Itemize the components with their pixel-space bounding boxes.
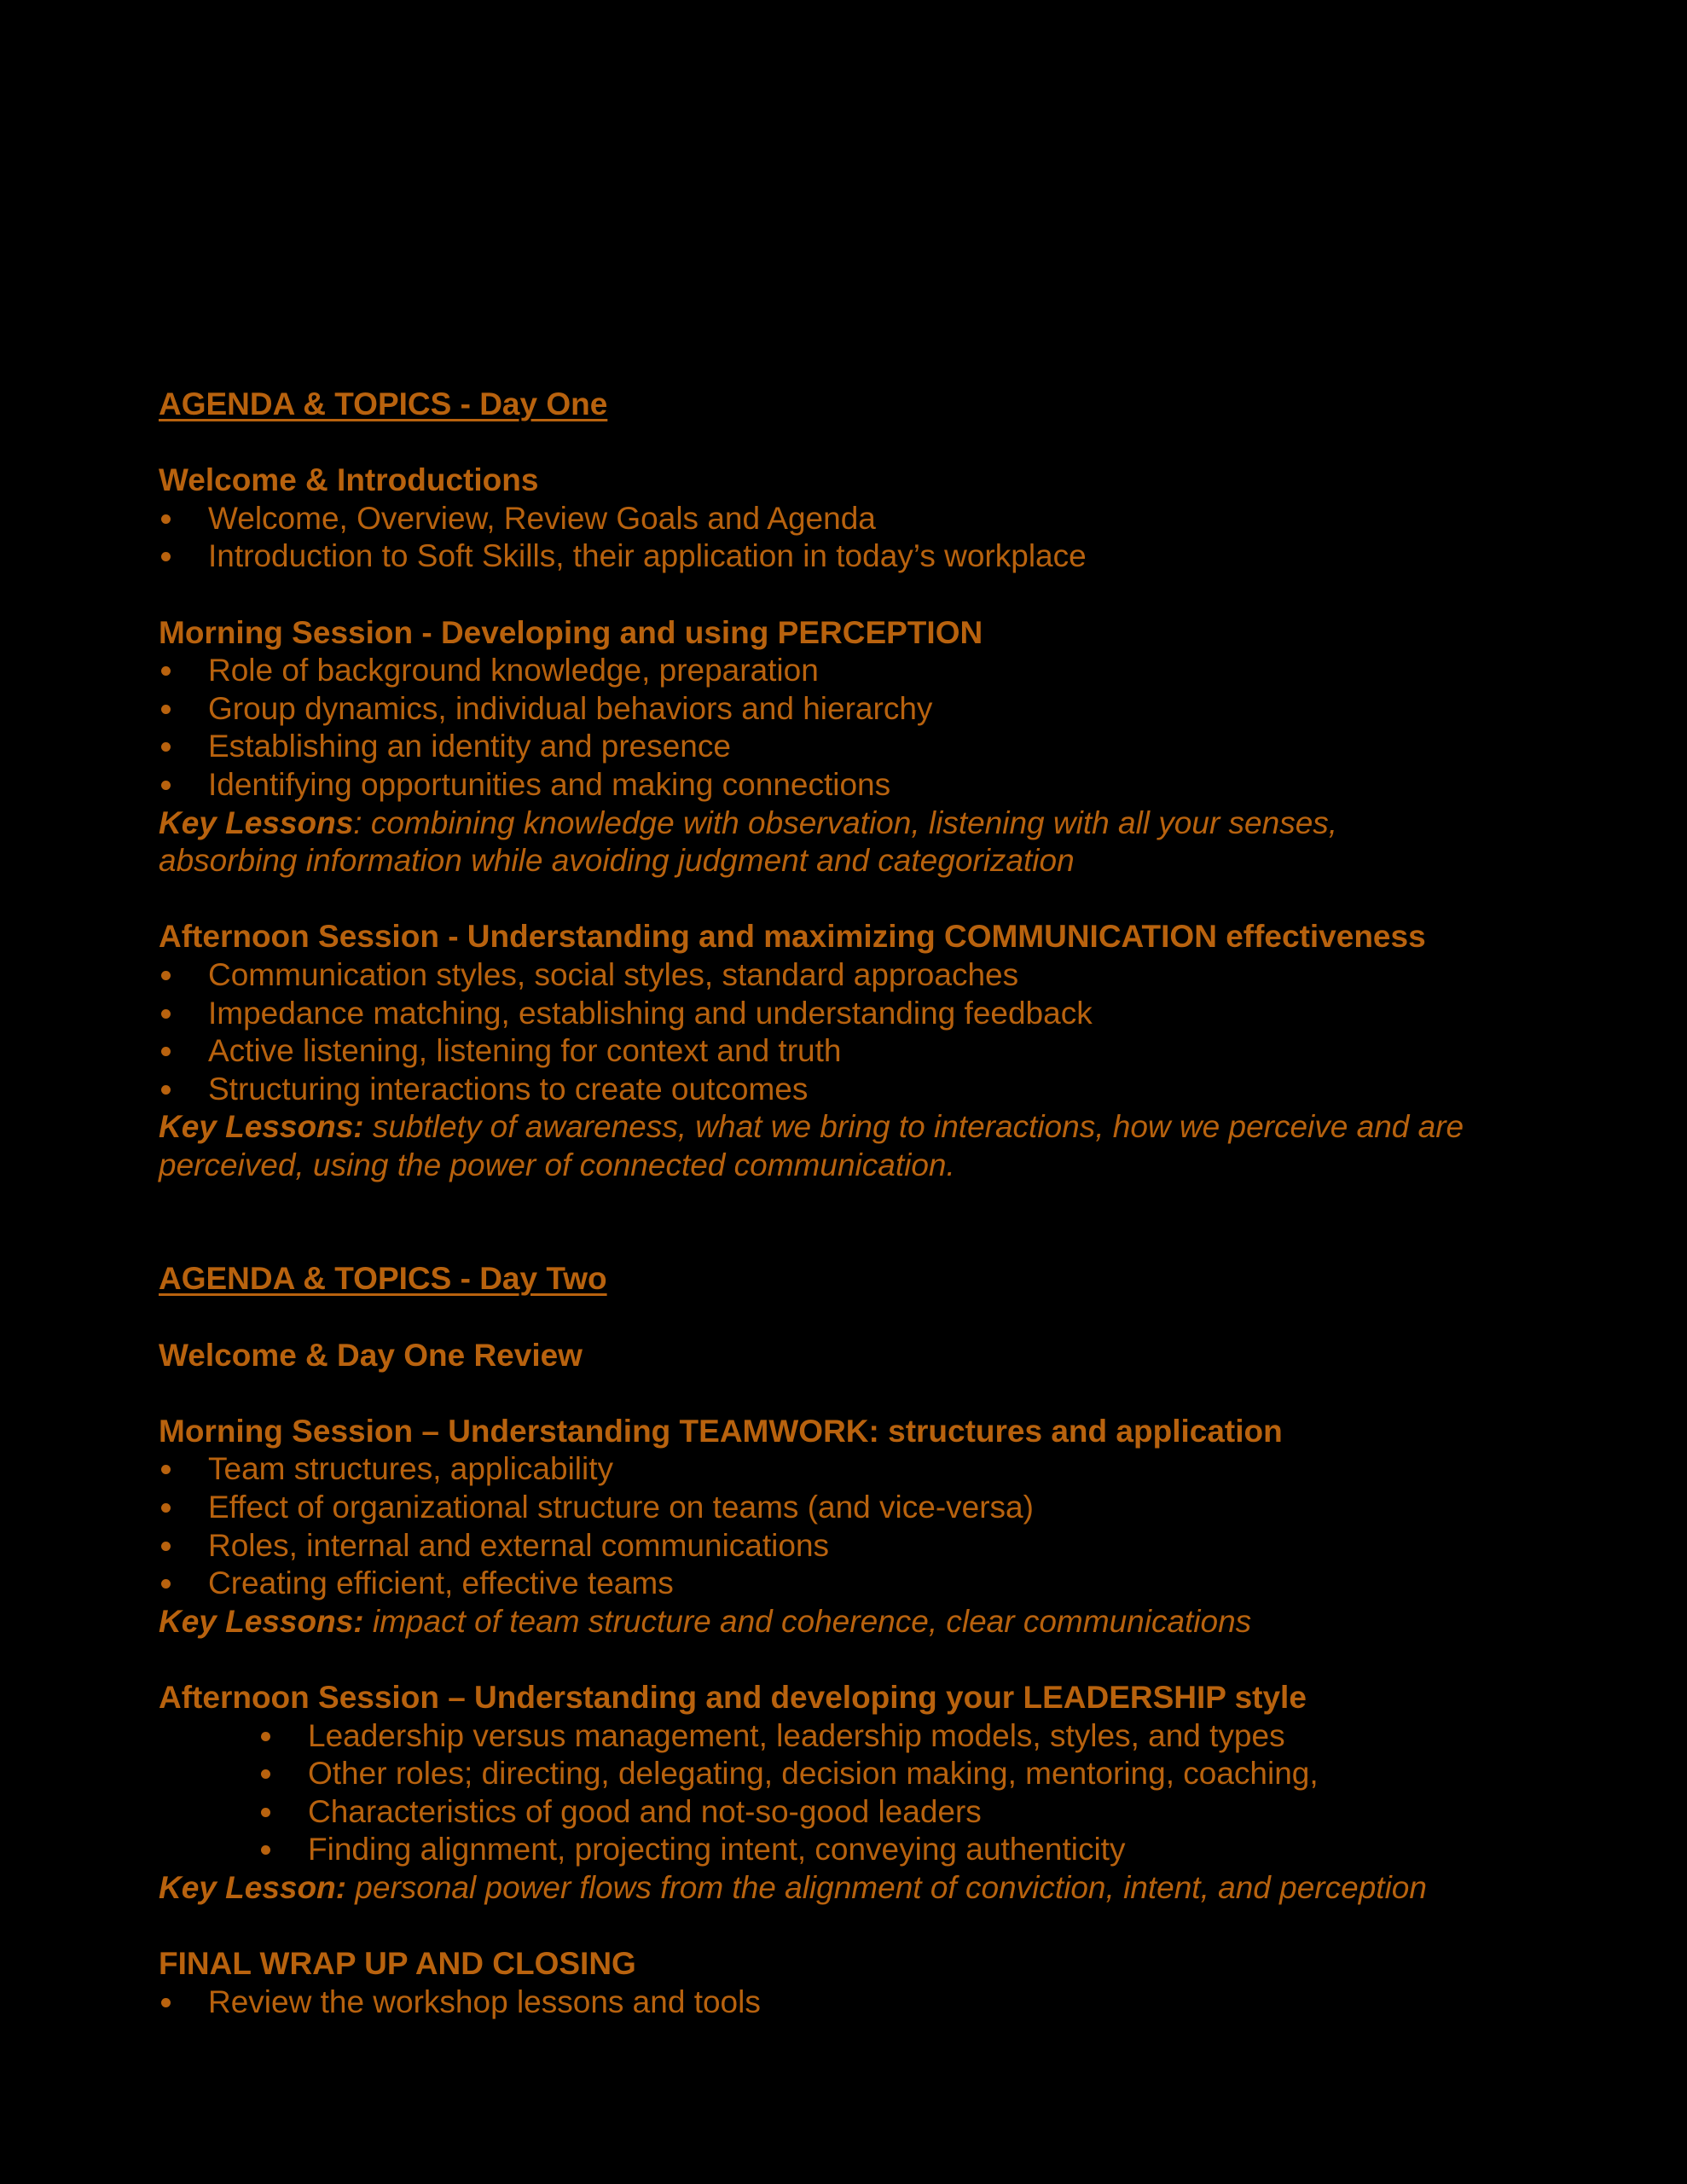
agenda-document	[159, 386, 1591, 2021]
list-item: Review the workshop lessons and tools	[159, 1984, 1591, 2022]
key-lesson: Key Lesson: personal power flows from the alignment of conviction, intent, and perception	[159, 1869, 1427, 1905]
bullet-icon	[261, 1732, 270, 1741]
list-item: Leadership versus management, leadership models, styles, and types	[159, 1717, 1591, 1756]
list-item: Other roles; directing, delegating, decision making, mentoring, coaching,	[159, 1755, 1591, 1793]
list-item: Effect of organizational structure on teams (and vice-versa)	[159, 1489, 1591, 1527]
welcome-title: Welcome & Introductions	[159, 462, 539, 498]
list-item: Introduction to Soft Skills, their application in today’s workplace	[159, 537, 1591, 576]
bullet-icon	[161, 1465, 171, 1474]
list-item: Roles, internal and external communications	[159, 1527, 1591, 1565]
bullet-icon	[161, 666, 171, 676]
bullet-icon	[161, 742, 171, 752]
key-lessons-label: Key Lessons:	[159, 1603, 364, 1639]
key-lessons: Key Lessons: impact of team structure and coherence, clear communications	[159, 1603, 1252, 1639]
list-item: Team structures, applicability	[159, 1450, 1591, 1489]
list-item: Active listening, listening for context and truth	[159, 1032, 1591, 1071]
welcome-review-title: Welcome & Day One Review	[159, 1337, 583, 1373]
key-lessons: Key Lessons: subtlety of awareness, what we bring to interactions, how we perceive and are	[159, 1109, 1464, 1145]
bullet-icon	[161, 1542, 171, 1551]
bullet-icon	[261, 1769, 270, 1779]
bullet-icon	[161, 1579, 171, 1589]
list-item: Group dynamics, individual behaviors and hierarchy	[159, 690, 1591, 729]
bullet-icon	[161, 781, 171, 790]
day-one-heading: AGENDA & TOPICS - Day One	[159, 386, 608, 421]
bullet-icon	[161, 1998, 171, 2007]
key-lessons-label: Key Lessons:	[159, 1109, 364, 1145]
bullet-icon	[161, 1503, 171, 1513]
list-item: Structuring interactions to create outcomes	[159, 1071, 1591, 1109]
key-lessons: Key Lessons: combining knowledge with observation, listening with all your senses,	[159, 804, 1338, 840]
bullet-icon	[261, 1808, 270, 1817]
list-item: Creating efficient, effective teams	[159, 1565, 1591, 1603]
list-item: Identifying opportunities and making connections	[159, 766, 1591, 804]
bullet-icon	[161, 1047, 171, 1056]
morning-session-title: Morning Session – Understanding TEAMWORK: structures and application	[159, 1413, 1283, 1449]
bullet-icon	[261, 1845, 270, 1855]
key-lessons-cont: absorbing information while avoiding judgment and categorization	[159, 843, 1075, 879]
day-two-heading: AGENDA & TOPICS - Day Two	[159, 1261, 607, 1297]
afternoon-session-title: Afternoon Session – Understanding and developing your LEADERSHIP style	[159, 1680, 1307, 1715]
bullet-icon	[161, 1009, 171, 1019]
list-item: Establishing an identity and presence	[159, 728, 1591, 766]
bullet-icon	[161, 514, 171, 524]
key-lesson-label: Key Lesson:	[159, 1869, 347, 1905]
closing-title: FINAL WRAP UP AND CLOSING	[159, 1946, 636, 1982]
bullet-icon	[161, 971, 171, 980]
afternoon-session-title: Afternoon Session - Understanding and maximizing COMMUNICATION effectiveness	[159, 919, 1426, 955]
list-item: Communication styles, social styles, standard approaches	[159, 956, 1591, 995]
list-item: Role of background knowledge, preparation	[159, 652, 1591, 690]
bullet-icon	[161, 552, 171, 561]
key-lessons-label: Key Lessons	[159, 804, 354, 840]
bullet-icon	[161, 705, 171, 714]
list-item: Welcome, Overview, Review Goals and Agenda	[159, 500, 1591, 538]
bullet-icon	[161, 1085, 171, 1095]
key-lessons-cont: perceived, using the power of connected communication.	[159, 1147, 955, 1182]
list-item: Impedance matching, establishing and understanding feedback	[159, 995, 1591, 1033]
list-item: Characteristics of good and not-so-good leaders	[159, 1793, 1591, 1832]
list-item: Finding alignment, projecting intent, conveying authenticity	[159, 1831, 1591, 1869]
morning-session-title: Morning Session - Developing and using PERCEPTION	[159, 614, 983, 650]
